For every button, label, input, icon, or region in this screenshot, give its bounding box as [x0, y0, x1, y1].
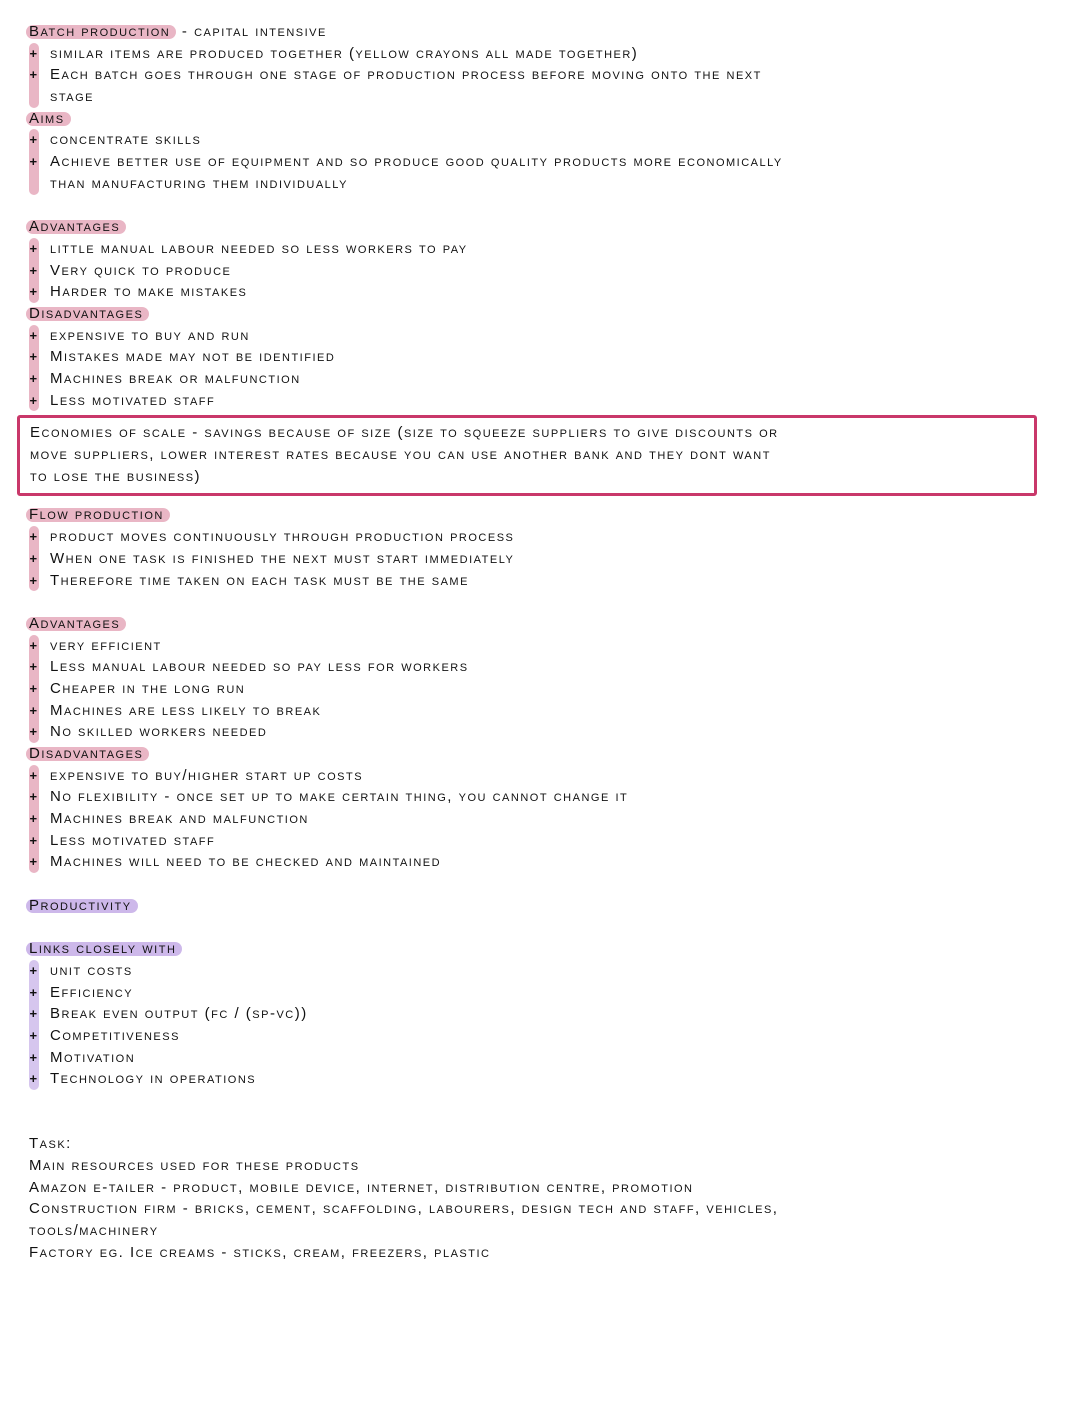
list-item-text: Less motivated staff [50, 831, 216, 849]
plus-bullet-icon: + [29, 1071, 39, 1087]
plus-bullet-icon: + [29, 1027, 39, 1043]
plus-bullet-icon: + [29, 702, 39, 718]
notes-page [0, 21, 1080, 1264]
list-item [0, 656, 1080, 678]
list-item-text: expensive to buy/higher start up costs [50, 766, 364, 784]
plus-bullet-icon: + [29, 680, 39, 696]
plus-bullet-icon: + [29, 724, 39, 740]
list-item-text: No flexibility - once set up to make certain thing, you cannot change it [50, 788, 629, 806]
list-item-text: product moves continuously through production process [50, 528, 515, 546]
list-item-text: Efficiency [50, 983, 134, 1001]
list-item [0, 1003, 1080, 1025]
plus-bullet-icon: + [29, 832, 39, 848]
box-line: Economies of scale - savings because of size (size to squeeze suppliers to give discounts or [30, 424, 779, 442]
task-line: Amazon e-tailer - product, mobile device, internet, distribution centre, promotion [29, 1178, 694, 1196]
batch-heading-line [0, 21, 1080, 43]
list-item-text: Each batch goes through one stage of production process before moving onto the next [50, 66, 762, 84]
list-item-text: Motivation [50, 1048, 136, 1066]
spacer [0, 917, 1080, 939]
list-item-text: Therefore time taken on each task must be the same [50, 571, 469, 589]
plus-bullet-icon: + [29, 371, 39, 386]
list-item-text: similar items are produced together (yellow crayons all made together) [50, 44, 639, 62]
productivity-heading-line [0, 895, 1080, 917]
list-item-text: Break even output (fc / (sp-vc)) [50, 1005, 308, 1023]
plus-bullet-icon: + [29, 132, 39, 148]
plus-bullet-icon: + [29, 327, 39, 343]
list-item-text: Machines break and malfunction [50, 810, 309, 828]
plus-bullet-icon: + [29, 659, 39, 675]
list-item-text: When one task is finished the next must start immediately [50, 549, 515, 567]
list-item [0, 526, 1080, 548]
list-item [0, 281, 1080, 303]
plus-bullet-icon: + [29, 637, 39, 653]
plus-bullet-icon: + [29, 67, 39, 83]
spacer [0, 1090, 1080, 1112]
list-item-text: Mistakes made may not be identified [50, 348, 336, 366]
list-item [0, 635, 1080, 657]
advantages-heading: Advantages [26, 617, 126, 631]
flow-disadvantages-heading-line [0, 743, 1080, 765]
batch-heading: Batch production [26, 25, 176, 39]
task-line: Factory eg. Ice creams - sticks, cream, freezers, plastic [29, 1243, 491, 1261]
spacer [0, 591, 1080, 613]
list-item-text: Technology in operations [50, 1070, 257, 1088]
list-item-text: Machines will need to be checked and maintained [50, 853, 442, 871]
box-line: move suppliers, lower interest rates because you can use another bank and they dont want [30, 446, 771, 464]
list-item-text: stage [50, 88, 94, 106]
plus-bullet-icon: + [29, 767, 39, 783]
spacer [0, 195, 1080, 217]
plus-bullet-icon: + [29, 572, 39, 588]
list-item [0, 548, 1080, 570]
list-item-text: No skilled workers needed [50, 723, 268, 741]
links-heading-line [0, 938, 1080, 960]
list-item-text: than manufacturing them individually [50, 174, 348, 192]
list-item [0, 570, 1080, 592]
productivity-heading: Productivity [26, 899, 138, 913]
plus-bullet-icon: + [29, 789, 39, 805]
list-item [0, 64, 1080, 86]
plus-bullet-icon: + [29, 550, 39, 566]
list-item [0, 129, 1080, 151]
flow-advantages-heading-line [0, 613, 1080, 635]
batch-heading-suffix: - capital intensive [176, 23, 327, 40]
plus-bullet-icon: + [29, 854, 39, 870]
aims-heading-line [0, 108, 1080, 130]
list-item-text: expensive to buy and run [50, 326, 250, 344]
list-item-text: Less motivated staff [50, 391, 216, 409]
plus-bullet-icon: + [29, 984, 39, 1000]
list-item-continuation [0, 86, 1080, 108]
list-item-text: concentrate skills [50, 131, 202, 149]
highlight-bar [29, 86, 39, 108]
batch-disadvantages-heading-line [0, 303, 1080, 325]
list-item-text: Competitiveness [50, 1026, 180, 1044]
box-line: to lose the business) [30, 467, 202, 485]
plus-bullet-icon: + [29, 392, 39, 408]
plus-bullet-icon: + [29, 529, 39, 545]
list-item-continuation [0, 173, 1080, 195]
spacer [0, 1112, 1080, 1134]
task-line: tools/machinery [29, 1222, 159, 1240]
disadvantages-heading: Disadvantages [26, 747, 149, 761]
list-item [0, 151, 1080, 173]
list-item [0, 368, 1080, 390]
list-item [0, 982, 1080, 1004]
list-item-text: unit costs [50, 961, 133, 979]
list-item-text: Less manual labour needed so pay less for workers [50, 658, 469, 676]
highlight-bar [29, 173, 39, 195]
plus-bullet-icon: + [29, 45, 39, 61]
task-line: Construction firm - bricks, cement, scaffolding, labourers, design tech and staff, vehicles, [29, 1200, 779, 1218]
plus-bullet-icon: + [29, 154, 39, 170]
plus-bullet-icon: + [29, 1049, 39, 1065]
plus-bullet-icon: + [29, 240, 39, 256]
list-item [0, 1068, 1080, 1090]
list-item-text: very efficient [50, 636, 162, 654]
list-item-text: Machines are less likely to break [50, 701, 322, 719]
advantages-heading: Advantages [26, 220, 126, 234]
list-item-text: Very quick to produce [50, 261, 232, 279]
aims-heading: Aims [26, 112, 71, 126]
plus-bullet-icon: + [29, 284, 39, 300]
list-item [0, 390, 1080, 412]
list-item [0, 765, 1080, 787]
spacer [0, 496, 1080, 504]
list-item [0, 1025, 1080, 1047]
list-item-text: Machines break or malfunction [50, 370, 301, 387]
list-item [0, 830, 1080, 852]
list-item [0, 238, 1080, 260]
plus-bullet-icon: + [29, 262, 39, 278]
task-heading: Task: [29, 1135, 72, 1153]
list-item [0, 786, 1080, 808]
list-item [0, 808, 1080, 830]
list-item [0, 700, 1080, 722]
list-item [0, 851, 1080, 873]
spacer [0, 873, 1080, 895]
list-item [0, 1047, 1080, 1069]
plus-bullet-icon: + [29, 1006, 39, 1022]
economies-of-scale-box [17, 415, 1037, 496]
list-item-text: Cheaper in the long run [50, 679, 246, 697]
links-heading: Links closely with [26, 942, 182, 956]
list-item-text: Harder to make mistakes [50, 283, 248, 301]
plus-bullet-icon: + [29, 811, 39, 827]
list-item [0, 721, 1080, 743]
list-item [0, 960, 1080, 982]
list-item-text: little manual labour needed so less workers to pay [50, 239, 468, 257]
list-item [0, 260, 1080, 282]
batch-advantages-heading-line [0, 216, 1080, 238]
list-item [0, 346, 1080, 368]
plus-bullet-icon: + [29, 962, 39, 978]
task-line: Main resources used for these products [29, 1157, 360, 1175]
list-item [0, 678, 1080, 700]
flow-heading: Flow production [26, 508, 170, 522]
list-item [0, 43, 1080, 65]
list-item [0, 325, 1080, 347]
plus-bullet-icon: + [29, 349, 39, 365]
disadvantages-heading: Disadvantages [26, 307, 149, 321]
flow-heading-line [0, 504, 1080, 526]
list-item-text: Achieve better use of equipment and so produce good quality products more economically [50, 153, 783, 171]
